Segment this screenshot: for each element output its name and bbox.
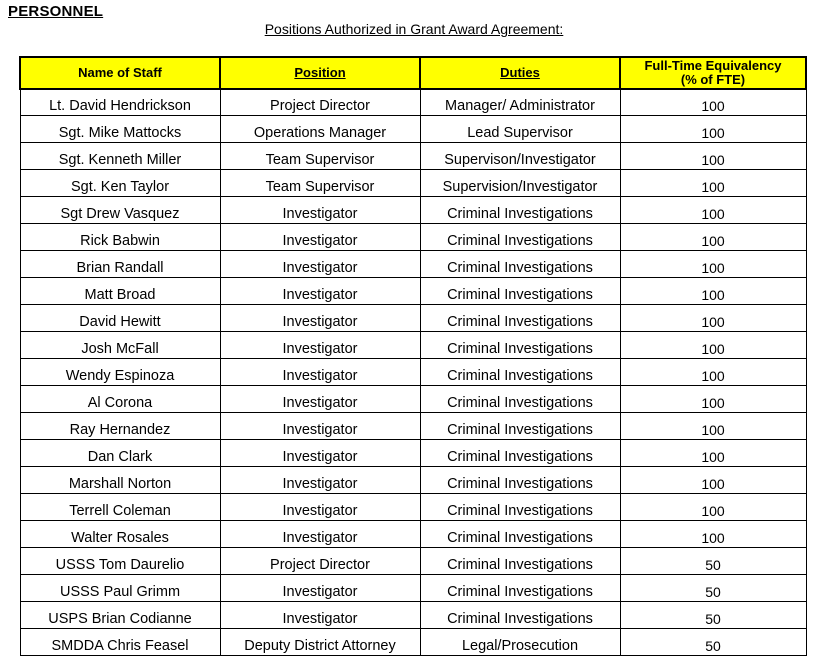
cell-fte: 100 <box>620 359 806 386</box>
cell-name: Dan Clark <box>20 440 220 467</box>
cell-duties: Supervison/Investigator <box>420 143 620 170</box>
table-row <box>20 359 806 386</box>
cell-name: Marshall Norton <box>20 467 220 494</box>
cell-duties: Criminal Investigations <box>420 359 620 386</box>
cell-name: Brian Randall <box>20 251 220 278</box>
cell-position: Investigator <box>220 197 420 224</box>
cell-name: Ray Hernandez <box>20 413 220 440</box>
table-caption: Positions Authorized in Grant Award Agreement: <box>264 21 564 37</box>
column-header-duties-label: Duties <box>500 65 540 80</box>
table-row <box>20 575 806 602</box>
cell-position: Investigator <box>220 305 420 332</box>
table-row <box>20 494 806 521</box>
table-row <box>20 224 806 251</box>
cell-fte: 100 <box>620 521 806 548</box>
cell-duties: Criminal Investigations <box>420 602 620 629</box>
cell-position: Investigator <box>220 494 420 521</box>
cell-fte: 100 <box>620 386 806 413</box>
cell-duties: Lead Supervisor <box>420 116 620 143</box>
cell-position: Investigator <box>220 386 420 413</box>
cell-fte: 50 <box>620 548 806 575</box>
cell-name: USSS Paul Grimm <box>20 575 220 602</box>
cell-duties: Criminal Investigations <box>420 440 620 467</box>
cell-duties: Criminal Investigations <box>420 332 620 359</box>
cell-position: Project Director <box>220 89 420 116</box>
cell-position: Project Director <box>220 548 420 575</box>
column-header-fte-line2: (% of FTE) <box>680 72 746 87</box>
cell-fte: 100 <box>620 494 806 521</box>
column-header-fte <box>620 57 806 89</box>
table-row <box>20 89 806 116</box>
cell-name: Rick Babwin <box>20 224 220 251</box>
cell-fte: 100 <box>620 305 806 332</box>
cell-fte: 100 <box>620 440 806 467</box>
cell-name: Sgt Drew Vasquez <box>20 197 220 224</box>
cell-duties: Criminal Investigations <box>420 494 620 521</box>
table-row <box>20 116 806 143</box>
cell-position: Investigator <box>220 440 420 467</box>
cell-fte: 100 <box>620 224 806 251</box>
cell-name: USSS Tom Daurelio <box>20 548 220 575</box>
cell-name: Lt. David Hendrickson <box>20 89 220 116</box>
column-header-fte-line1: Full-Time Equivalency <box>644 58 782 73</box>
table-row <box>20 143 806 170</box>
cell-fte: 100 <box>620 251 806 278</box>
cell-name: Terrell Coleman <box>20 494 220 521</box>
cell-duties: Criminal Investigations <box>420 413 620 440</box>
table-row <box>20 440 806 467</box>
cell-position: Investigator <box>220 224 420 251</box>
cell-fte: 100 <box>620 89 806 116</box>
cell-name: Sgt. Mike Mattocks <box>20 116 220 143</box>
cell-name: SMDDA Chris Feasel <box>20 629 220 656</box>
table-row <box>20 386 806 413</box>
table-row <box>20 413 806 440</box>
table-row <box>20 251 806 278</box>
table-row <box>20 548 806 575</box>
cell-name: Sgt. Kenneth Miller <box>20 143 220 170</box>
cell-name: Wendy Espinoza <box>20 359 220 386</box>
cell-fte: 100 <box>620 170 806 197</box>
cell-fte: 50 <box>620 602 806 629</box>
cell-duties: Criminal Investigations <box>420 278 620 305</box>
cell-position: Deputy District Attorney <box>220 629 420 656</box>
cell-position: Investigator <box>220 467 420 494</box>
cell-position: Investigator <box>220 332 420 359</box>
cell-position: Team Supervisor <box>220 143 420 170</box>
cell-position: Investigator <box>220 575 420 602</box>
table-row <box>20 197 806 224</box>
table-row <box>20 278 806 305</box>
cell-duties: Criminal Investigations <box>420 548 620 575</box>
page-title: PERSONNEL <box>8 3 104 20</box>
cell-position: Operations Manager <box>220 116 420 143</box>
cell-fte: 100 <box>620 467 806 494</box>
cell-fte: 100 <box>620 116 806 143</box>
column-header-position <box>220 57 420 89</box>
cell-fte: 100 <box>620 413 806 440</box>
cell-position: Investigator <box>220 251 420 278</box>
cell-duties: Criminal Investigations <box>420 224 620 251</box>
column-header-duties <box>420 57 620 89</box>
table-row <box>20 467 806 494</box>
cell-position: Team Supervisor <box>220 170 420 197</box>
cell-name: Josh McFall <box>20 332 220 359</box>
cell-position: Investigator <box>220 602 420 629</box>
personnel-table <box>19 56 807 656</box>
cell-fte: 100 <box>620 332 806 359</box>
cell-name: USPS Brian Codianne <box>20 602 220 629</box>
cell-position: Investigator <box>220 521 420 548</box>
cell-fte: 100 <box>620 197 806 224</box>
cell-name: Matt Broad <box>20 278 220 305</box>
cell-fte: 50 <box>620 629 806 656</box>
cell-duties: Criminal Investigations <box>420 467 620 494</box>
table-header-row <box>20 57 806 89</box>
cell-duties: Criminal Investigations <box>420 251 620 278</box>
cell-name: Walter Rosales <box>20 521 220 548</box>
cell-duties: Criminal Investigations <box>420 305 620 332</box>
cell-duties: Criminal Investigations <box>420 386 620 413</box>
cell-position: Investigator <box>220 413 420 440</box>
cell-fte: 50 <box>620 575 806 602</box>
table-row <box>20 602 806 629</box>
cell-name: Al Corona <box>20 386 220 413</box>
table-row <box>20 521 806 548</box>
cell-duties: Criminal Investigations <box>420 197 620 224</box>
cell-duties: Supervision/Investigator <box>420 170 620 197</box>
table-row <box>20 170 806 197</box>
cell-duties: Legal/Prosecution <box>420 629 620 656</box>
cell-name: Sgt. Ken Taylor <box>20 170 220 197</box>
table-row <box>20 332 806 359</box>
cell-position: Investigator <box>220 278 420 305</box>
cell-fte: 100 <box>620 278 806 305</box>
table-body <box>20 89 806 656</box>
cell-duties: Criminal Investigations <box>420 521 620 548</box>
table-row <box>20 629 806 656</box>
column-header-position-label: Position <box>294 65 346 80</box>
cell-position: Investigator <box>220 359 420 386</box>
table-row <box>20 305 806 332</box>
cell-duties: Manager/ Administrator <box>420 89 620 116</box>
cell-fte: 100 <box>620 143 806 170</box>
cell-name: David Hewitt <box>20 305 220 332</box>
cell-duties: Criminal Investigations <box>420 575 620 602</box>
column-header-name: Name of Staff <box>20 57 220 89</box>
